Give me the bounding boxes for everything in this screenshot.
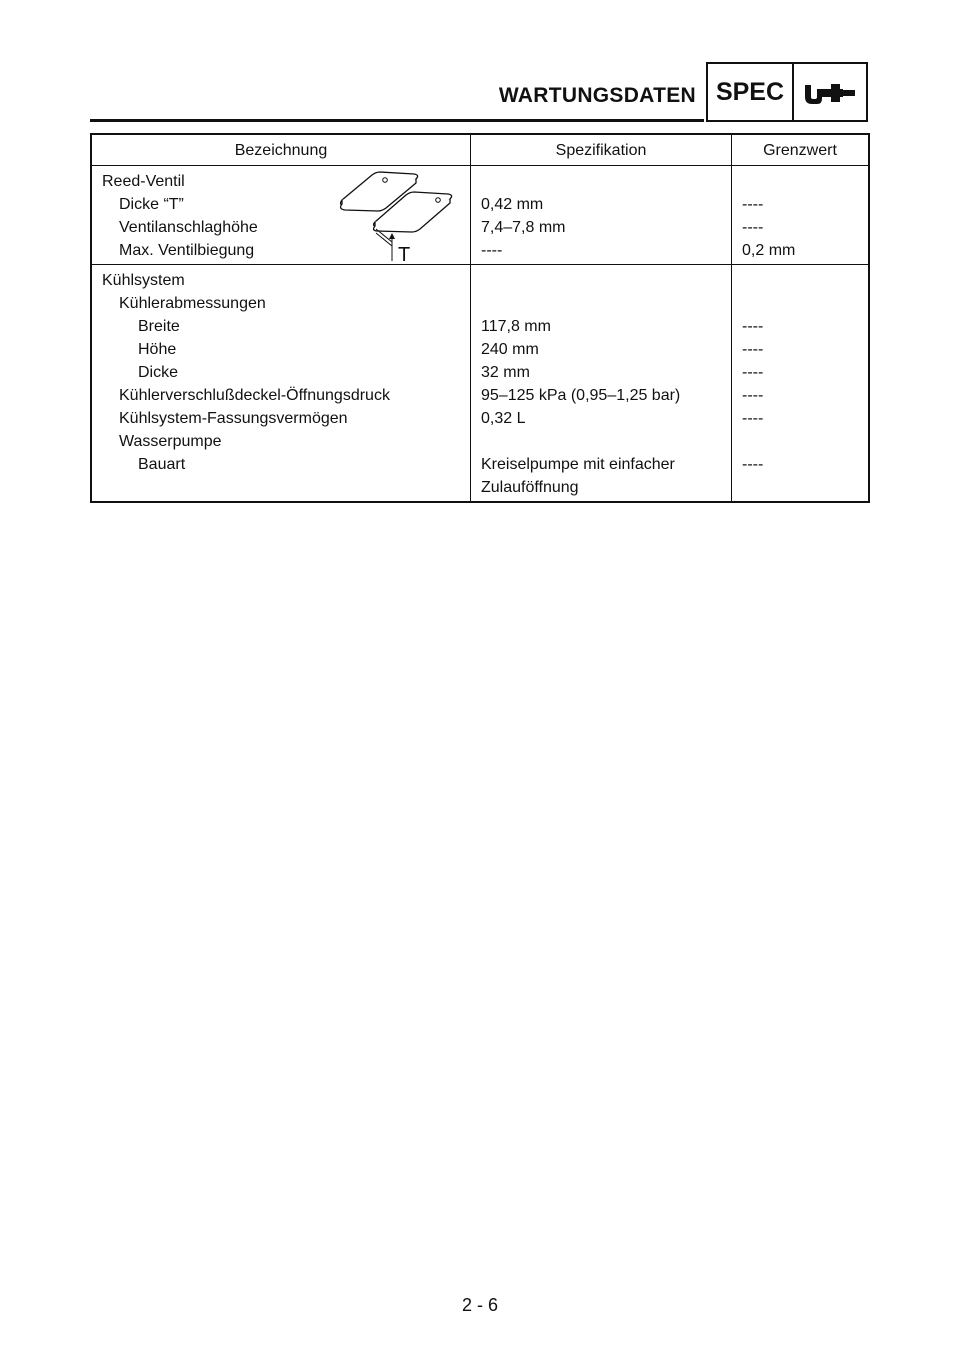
item-label: Max. Ventilbiegung [119,242,255,259]
column-header-spezifikation: Spezifikation [471,134,732,166]
page-title: WARTUNGSDATEN [498,84,696,107]
group-label: Reed-Ventil [102,173,185,190]
thickness-label: T [398,244,411,263]
item-label: Ventilanschlaghöhe [119,219,258,236]
spacer [742,292,860,315]
limit-value: ---- [742,219,764,236]
spec-value: 117,8 mm [481,318,551,335]
column-header-grenzwert: Grenzwert [732,134,870,166]
limit-value: 0,2 mm [742,242,796,259]
limit-value: ---- [742,456,764,473]
table-row-cooling-system [91,265,869,503]
item-label: Dicke [138,364,179,381]
reed-valve-specs [471,166,732,265]
table-header-row [91,134,869,166]
spec-value: 7,4–7,8 mm [481,219,566,236]
spec-value: ---- [481,242,503,259]
limit-value: ---- [742,196,764,213]
limit-value: ---- [742,364,764,381]
limit-value: ---- [742,387,764,404]
cooling-system-limits [732,265,870,503]
spacer [481,430,723,453]
limit-value: ---- [742,318,764,335]
spacer [742,430,860,453]
spacer [481,269,723,292]
item-label: Breite [138,318,180,335]
spec-value: 95–125 kPa (0,95–1,25 bar) [481,387,681,404]
table-row-reed-valve [91,166,869,265]
item-label: Kühlerverschlußdeckel-Öffnungsdruck [119,387,390,404]
spec-badge [706,62,868,122]
maintenance-data-table [90,133,870,503]
item-label: Höhe [138,341,177,358]
spacer [481,292,723,315]
column-header-bezeichnung: Bezeichnung [91,134,471,166]
limit-value: ---- [742,341,764,358]
item-label: Dicke “T” [119,196,184,213]
subgroup-label: Wasserpumpe [119,433,222,450]
item-label: Kühlsystem-Fassungsvermögen [119,410,348,427]
spacer [742,269,860,292]
cooling-system-specs [471,265,732,503]
subgroup-label: Kühlerabmessungen [119,295,266,312]
reed-valve-names [91,166,471,265]
header-rule [90,119,704,122]
group-label: Kühlsystem [102,272,185,289]
spec-value: 32 mm [481,364,530,381]
item-label: Bauart [138,456,186,473]
caliper-icon [794,64,866,120]
spacer [481,170,723,193]
spacer [742,170,860,193]
spec-badge-label: SPEC [708,64,794,120]
cooling-system-names [91,265,471,503]
spec-value: 0,42 mm [481,196,544,213]
limit-value: ---- [742,410,764,427]
page-number: 2 - 6 [461,1295,499,1315]
spec-value: Kreiselpumpe mit einfacher Zulauföffnung [481,456,675,496]
spec-value: 0,32 L [481,410,526,427]
spec-value: 240 mm [481,341,539,358]
reed-valve-limits [732,166,870,265]
reed-valve-diagram [328,163,458,263]
